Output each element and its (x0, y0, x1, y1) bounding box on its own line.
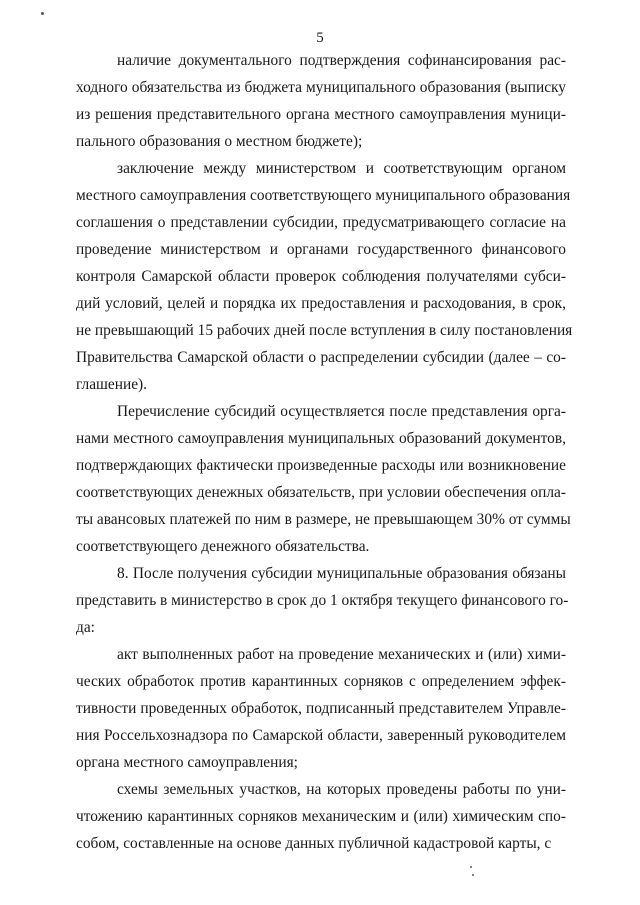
paragraph-line: акт выполненных работ на проведение механических и (или) хими- (117, 646, 566, 663)
paragraph-line: местного самоуправления соответствующего муниципального образования (76, 187, 571, 204)
paragraph-line: Правительства Самарской области о распределении субсидии (далее – со- (76, 349, 566, 366)
scan-speck (41, 12, 44, 15)
paragraph-line: соглашения о представлении субсидии, предусматривающего согласие на (76, 214, 566, 231)
paragraph-line: ходного обязательства из бюджета муниципального образования (выписку (76, 79, 566, 96)
paragraph-line: 8. После получения субсидии муниципальные образования обязаны (117, 565, 566, 582)
paragraph-line: собом, составленные на основе данных публичной кадастровой карты, с (76, 835, 552, 852)
paragraph-line: да: (76, 619, 95, 636)
paragraph-line: ческих обработок против карантинных сорняков с определением эффек- (76, 673, 566, 690)
paragraph-line: нами местного самоуправления муниципальных образований документов, (76, 430, 566, 447)
paragraph-line: наличие документального подтверждения софинансирования рас- (117, 52, 566, 69)
paragraph-line: контроля Самарской области проверок соблюдения получателями субси- (76, 268, 566, 285)
scan-speck (472, 874, 474, 876)
paragraph-line: подтверждающих фактически произведенные расходы или возникновение (76, 457, 566, 474)
page-number: 5 (316, 30, 324, 46)
paragraph-line: соответствующих денежных обязательств, при условии обеспечения опла- (76, 484, 566, 501)
paragraph-line: из решения представительного органа местного самоуправления муници- (76, 106, 566, 123)
paragraph-line: представить в министерство в срок до 1 октября текущего финансового го- (76, 592, 569, 609)
paragraph-line: дий условий, целей и порядка их предоставления и расходования, в срок, (76, 295, 566, 312)
paragraph-line: ния Россельхознадзора по Самарской области, заверенный руководителем (76, 727, 566, 744)
paragraph-line: не превышающий 15 рабочих дней после вступления в силу постановления (76, 322, 573, 339)
paragraph-line: ты авансовых платежей по ним в размере, не превышающем 30% от суммы (76, 511, 571, 528)
paragraph-line: проведение министерством и органами государственного финансового (76, 241, 566, 258)
paragraph-line: глашение). (76, 376, 148, 393)
paragraph-line: соответствующего денежного обязательства. (76, 538, 370, 555)
paragraph-line: пального образования о местном бюджете); (76, 133, 363, 150)
paragraph-line: тивности проведенных обработок, подписанный представителем Управле- (76, 700, 566, 717)
paragraph-line: схемы земельных участков, на которых проведены работы по уни- (117, 781, 566, 798)
paragraph-line: Перечисление субсидий осуществляется после представления орга- (117, 403, 566, 420)
paragraph-line: органа местного самоуправления; (76, 754, 298, 771)
paragraph-line: чтожению карантинных сорняков механическим и (или) химическим спо- (76, 808, 566, 825)
scan-speck (470, 866, 472, 868)
paragraph-line: заключение между министерством и соответствующим органом (117, 160, 566, 177)
